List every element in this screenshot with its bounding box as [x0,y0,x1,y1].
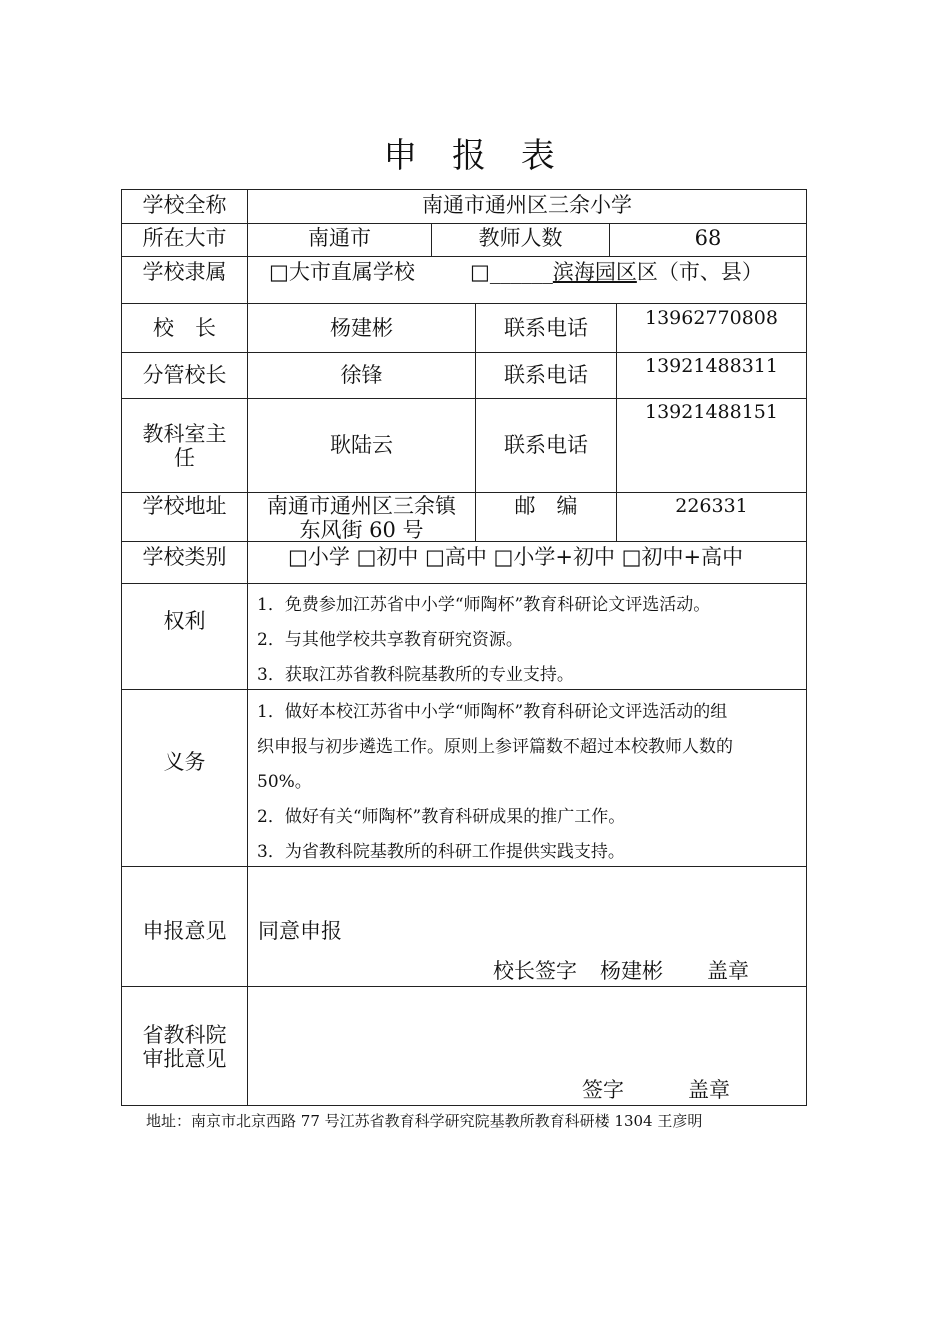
vice-principal-phone-label: 联系电话 [504,363,588,387]
principal-signature-label: 校长签字 [493,959,577,983]
vice-principal-label: 分管校长 [142,363,227,387]
address-line1: 南通市通州区三余镇 [267,494,456,518]
address-label: 学校地址 [142,494,227,518]
research-director-label-line2: 任 [174,446,195,470]
approval-label-line2: 审批意见 [142,1047,227,1071]
teacher-count-label: 教师人数 [478,226,563,250]
address-line2: 东风街 60 号 [299,518,424,542]
research-director-phone: 13921488151 [645,401,778,423]
opinion-text: 同意申报 [258,919,342,943]
blank-line: ______ [489,260,553,284]
rights-item-3: 3．获取江苏省教科院基教所的专业支持。 [257,665,574,685]
rights-label: 权利 [163,609,206,633]
district-tail: 区（市、县） [636,260,763,284]
postcode-label: 邮 编 [514,494,578,518]
research-director-name: 耿陆云 [330,433,393,457]
principal-phone: 13962770808 [645,307,778,329]
research-director-label-line1: 教科室主 [142,422,227,446]
rights-item-1: 1．免费参加江苏省中小学“师陶杯”教育科研论文评选活动。 [257,595,711,615]
opinion-label: 申报意见 [142,919,227,943]
school-name-label: 学校全称 [142,193,227,217]
approval-signature-label: 签字 [582,1078,624,1102]
school-type-label: 学校类别 [142,545,227,569]
school-type-options[interactable]: □小学 □初中 □高中 □小学+初中 □初中+高中 [288,545,744,569]
principal-label: 校 长 [153,316,216,340]
vice-principal-phone: 13921488311 [645,355,778,377]
principal-signature: 杨建彬 [600,959,663,983]
vice-principal-name: 徐锋 [340,363,383,387]
footer-address: 地址：南京市北京西路 77 号江苏省教育科学研究院基教所教育科研楼 1304 王彦明 [146,1112,703,1130]
district-name: 滨海园区 [552,260,637,284]
approval-seal: 盖章 [688,1078,730,1102]
approval-label-line1: 省教科院 [142,1023,227,1047]
teacher-count-value: 68 [694,226,722,250]
principal-phone-label: 联系电话 [504,316,588,340]
school-name-value: 南通市通州区三余小学 [422,193,632,217]
duties-line-4: 2．做好有关“师陶杯”教育科研成果的推广工作。 [257,807,626,827]
rights-item-2: 2．与其他学校共享教育研究资源。 [257,630,523,650]
duties-label: 义务 [163,750,206,774]
opinion-seal: 盖章 [707,959,749,983]
affiliation-option-district[interactable] [470,260,763,284]
principal-name: 杨建彬 [330,316,393,340]
page-title: 申 报 表 [383,136,567,176]
research-director-phone-label: 联系电话 [504,433,588,457]
duties-line-1: 1．做好本校江苏省中小学“师陶杯”教育科研论文评选活动的组 [257,702,728,722]
checkbox-glyph: □ [470,260,490,284]
affiliation-label: 学校隶属 [142,260,227,284]
duties-line-3: 50%。 [257,772,312,792]
duties-line-2: 织申报与初步遴选工作。原则上参评篇数不超过本校教师人数的 [257,737,733,757]
city-label: 所在大市 [142,226,227,250]
duties-line-5: 3．为省教科院基教所的科研工作提供实践支持。 [257,842,625,862]
postcode-value: 226331 [675,495,748,517]
city-value: 南通市 [308,226,371,250]
application-form-table [121,189,807,1106]
affiliation-option-city-direct[interactable]: □大市直属学校 [269,260,415,284]
